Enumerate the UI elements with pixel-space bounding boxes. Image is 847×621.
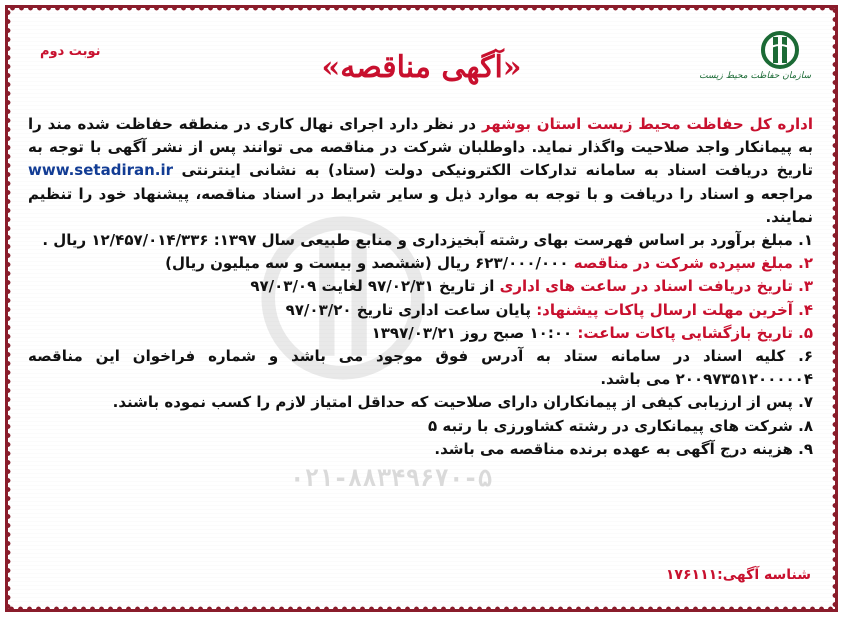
item-label: ۴. آخرین مهلت ارسال پاکات پیشنهاد: <box>536 300 813 319</box>
list-item <box>28 275 813 298</box>
item-text: ۱. مبلغ برآورد بر اساس فهرست بهای رشته آبخیزداری و منابع طبیعی سال ۱۳۹۷: ۱۲/۴۵۷/۰۱۴/۳۳۶ ریال . <box>42 231 813 250</box>
list-item <box>28 415 813 438</box>
border-ornament-top <box>8 8 835 15</box>
border-ornament-left <box>8 8 15 609</box>
item-text: ۹. هزینه درج آگهی به عهده برنده مناقصه می باشد. <box>434 439 813 458</box>
item-label: ۵. تاریخ بازگشایی پاکات ساعت: <box>577 323 813 342</box>
border-ornament-bottom <box>8 602 835 609</box>
item-text: ۸. شرکت های پیمانکاری در رشته کشاورزی با رتبه ۵ <box>428 416 813 435</box>
item-text: ۱۰:۰۰ صبح روز ۱۳۹۷/۰۳/۲۱ <box>371 323 578 342</box>
list-item <box>28 299 813 322</box>
notice-body <box>28 113 813 461</box>
list-item <box>28 229 813 252</box>
item-text: ۷. پس از ارزیابی کیفی از پیمانکاران دارای صلاحیت که حداقل امتیاز لازم را کسب نموده باشند. <box>112 393 813 412</box>
item-text: ۶۲۳/۰۰۰/۰۰۰ ریال (ششصد و بیست و سه میلیون ریال) <box>165 254 574 273</box>
intro-text-2: مراجعه و اسناد را دریافت و با توجه به موارد ذیل و سایر شرایط در اسناد مناقصه، پیشنهاد خود را تنظیم نمایند. <box>28 184 813 226</box>
item-text: ۶. کلیه اسناد در سامانه ستاد به آدرس فوق موجود می باشد و شماره فراخوان این مناقصه ۲۰۰۹۷۳۵۱۲۰۰۰۰۰۴ می باشد. <box>28 347 813 389</box>
notice-frame <box>5 5 838 612</box>
phone-stamp: ۰۲۱-۸۸۳۴۹۶۷۰-۵ <box>290 464 493 492</box>
intro-paragraph <box>28 113 813 229</box>
item-text: از تاریخ ۹۷/۰۲/۳۱ لغایت ۹۷/۰۳/۰۹ <box>250 277 500 296</box>
list-item <box>28 252 813 275</box>
logo-caption: سازمان حفاظت محیط زیست <box>699 71 811 81</box>
list-item <box>28 438 813 461</box>
list-item <box>28 322 813 345</box>
item-label: ۳. تاریخ دریافت اسناد در ساعت های اداری <box>499 277 813 296</box>
round-badge: نوبت دوم <box>40 44 101 59</box>
list-item <box>28 345 813 391</box>
list-item <box>28 391 813 414</box>
conditions-list <box>28 229 813 461</box>
item-text: پایان ساعت اداری تاریخ ۹۷/۰۳/۲۰ <box>285 300 537 319</box>
intro-text-1: در نظر دارد اجرای نهال کاری در منطقه حفاظت شده مند را به پیمانکار واجد صلاحیت واگذار نماید. داوطلبان شرکت در مناقصه می توانند پس از نشر آگهی با توجه به تاریخ دریافت اسناد به سامانه تدارکات الکترونیکی دولت (ستاد) به نشانی اینترنتی <box>28 115 813 180</box>
notice-id: شناسه آگهی:۱۷۶۱۱۱ <box>665 567 811 583</box>
notice-title: «آگهی مناقصه» <box>321 50 522 85</box>
item-label: ۲. مبلغ سپرده شرکت در مناقصه <box>573 254 813 273</box>
organization-name: اداره کل حفاظت محیط زیست استان بوشهر <box>481 115 813 133</box>
setad-url-link[interactable]: www.setadiran.ir <box>28 161 174 180</box>
border-ornament-right <box>828 8 835 609</box>
